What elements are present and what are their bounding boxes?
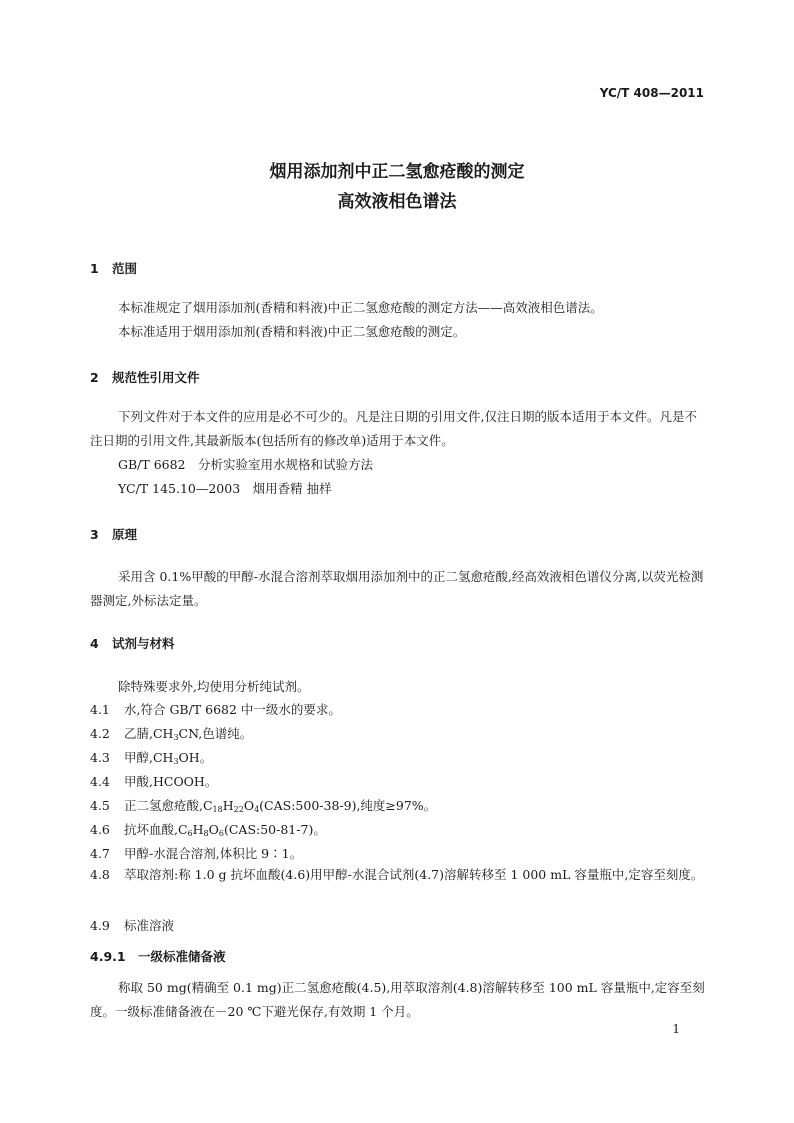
list-item xyxy=(90,796,436,814)
paragraph: 本标准规定了烟用添加剂(香精和料液)中正二氢愈疮酸的测定方法——高效液相色谱法。 xyxy=(118,300,603,315)
page-number: 1 xyxy=(672,1022,680,1036)
paragraph: 采用含 0.1%甲酸的甲醇-水混合溶剂萃取烟用添加剂中的正二氢愈疮酸,经高效液相色谱仪分离,以荧光检测器测定,外标法定量。 xyxy=(90,569,704,608)
paragraph: 除特殊要求外,均使用分析纯试剂。 xyxy=(118,679,310,694)
section-number: 4 xyxy=(90,636,99,651)
item-number: 4.6 xyxy=(90,822,110,837)
paragraph: 称取 50 mg(精确至 0.1 mg)正二氢愈疮酸(4.5),用萃取溶剂(4.8)溶解转移至 100 mL 容量瓶中,定容至刻度。一级标准储备液在－20 ℃下避光保存,有效期 1 个月。 xyxy=(90,980,705,1019)
paragraph: 下列文件对于本文件的应用是必不可少的。凡是注日期的引用文件,仅注日期的版本适用于本文件。凡是不注日期的引用文件,其最新版本(包括所有的修改单)适用于本文件。 xyxy=(90,409,697,448)
list-item xyxy=(90,916,174,934)
list-item xyxy=(90,844,302,862)
item-number: 4.1 xyxy=(90,702,110,717)
section-title: 原理 xyxy=(112,527,138,542)
section-number: 1 xyxy=(90,261,99,276)
item-number: 4.8 xyxy=(90,867,110,882)
section-number: 3 xyxy=(90,527,99,542)
section-title: 一级标准储备液 xyxy=(138,949,226,964)
list-item xyxy=(90,748,212,766)
section-heading-reagents xyxy=(90,634,175,652)
item-number: 4.4 xyxy=(90,774,110,789)
item-text: 甲醇-水混合溶剂,体积比 9∶1。 xyxy=(124,846,303,861)
section-number: 4.9.1 xyxy=(90,949,126,964)
section-title: 试剂与材料 xyxy=(112,636,175,651)
item-text: 抗坏血酸$,C_6H_8O_6(CAS:50-81-7)$。 xyxy=(124,822,326,838)
list-item xyxy=(90,772,217,790)
list-item xyxy=(90,724,252,742)
section-title: 规范性引用文件 xyxy=(112,370,200,385)
list-item xyxy=(90,863,706,887)
item-text: 甲酸,HCOOH。 xyxy=(124,774,218,789)
reference-item: GB/T 6682 分析实验室用水规格和试验方法 xyxy=(118,457,374,472)
subsection-heading-primary-stock xyxy=(90,947,226,965)
section-heading-scope xyxy=(90,259,137,277)
item-number: 4.3 xyxy=(90,750,110,765)
section-number: 2 xyxy=(90,370,99,385)
document-title: 烟用添加剂中正二氢愈疮酸的测定 xyxy=(269,162,525,182)
item-text: 甲醇$,CH_3OH$。 xyxy=(124,750,213,766)
item-text: 乙腈$,CH_3CN$,色谱纯。 xyxy=(124,726,253,742)
section-title: 范围 xyxy=(112,261,138,276)
paragraph: 本标准适用于烟用添加剂(香精和料液)中正二氢愈疮酸的测定。 xyxy=(118,324,466,339)
document-subtitle: 高效液相色谱法 xyxy=(337,192,457,212)
standard-number: YC/T 408—2011 xyxy=(599,86,704,100)
item-text: 水,符合 GB/T 6682 中一级水的要求。 xyxy=(124,702,341,717)
list-item xyxy=(90,820,326,838)
item-number: 4.9 xyxy=(90,918,110,933)
item-text: 萃取溶剂:称 1.0 g 抗坏血酸(4.6)用甲醇-水混合试剂(4.7)溶解转移至 1 000 mL 容量瓶中,定容至刻度。 xyxy=(124,867,704,882)
reference-item: YC/T 145.10—2003 烟用香精 抽样 xyxy=(118,481,332,496)
item-text: 标准溶液 xyxy=(124,918,175,933)
list-item xyxy=(90,700,341,718)
item-number: 4.5 xyxy=(90,798,110,813)
item-text: 正二氢愈疮酸$,C_{18}H_{22}O_4(CAS:500-38-9)$,纯度≥97%。 xyxy=(124,798,437,814)
section-heading-principle xyxy=(90,525,137,543)
item-number: 4.2 xyxy=(90,726,110,741)
section-heading-normative-references xyxy=(90,368,200,386)
item-number: 4.7 xyxy=(90,846,110,861)
